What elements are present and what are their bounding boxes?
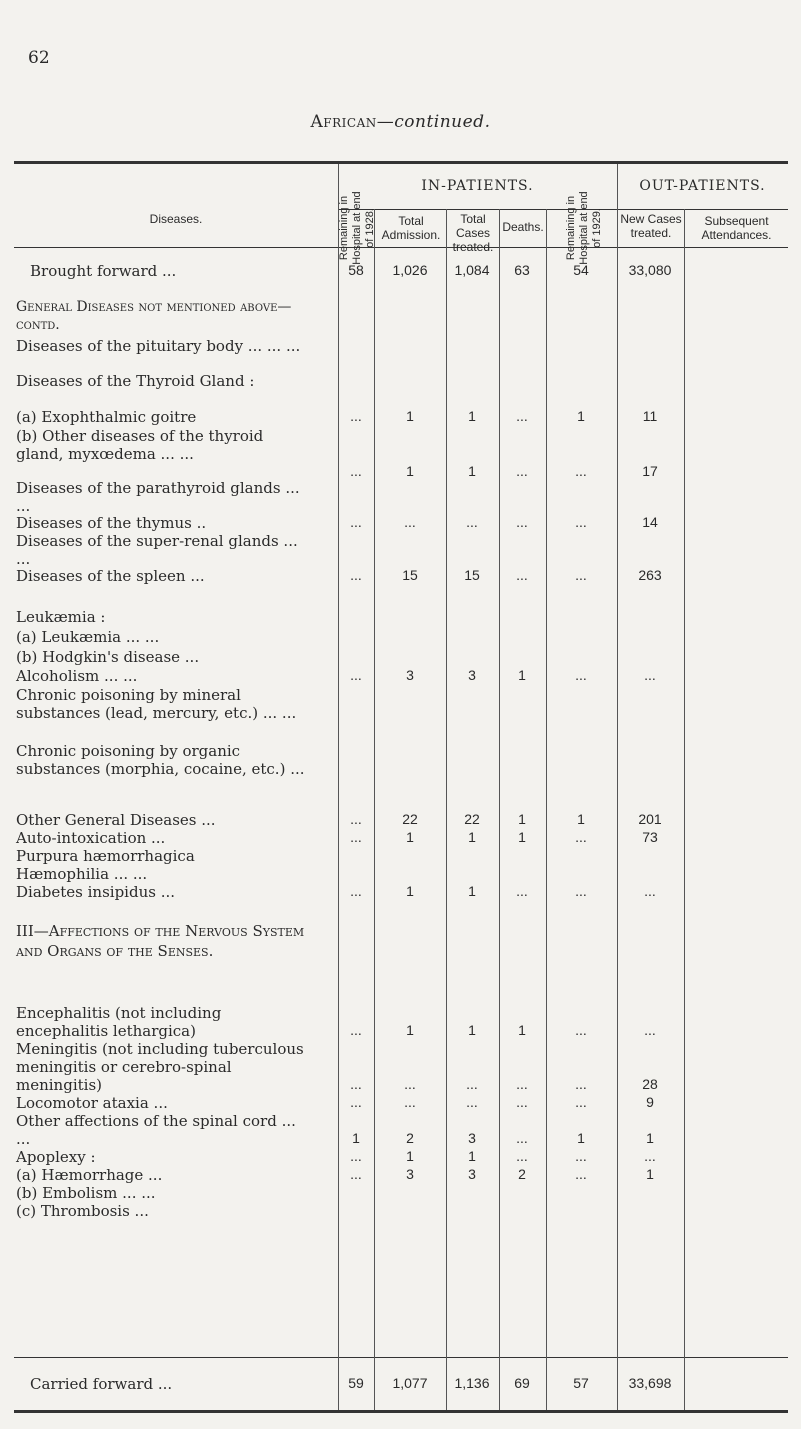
row-other-general-cell: 1 <box>577 811 585 827</box>
row-spinal-cell: 1 <box>646 1130 654 1146</box>
row-haemorrhage-cell: 1 <box>646 1166 654 1182</box>
carried-forward-cell: 59 <box>348 1375 364 1391</box>
row-auto-intox-cell: 1 <box>406 829 414 845</box>
row-encephalitis-cell: 1 <box>406 1022 414 1038</box>
row-alcoholism-cell: ... <box>575 667 587 683</box>
section-nervous-system: III—Affections of the Nervous System and Organs of the Senses. <box>16 922 305 960</box>
col-head-new-cases: New Cases treated. <box>620 212 682 240</box>
row-encephalitis-cell: 1 <box>518 1022 526 1038</box>
row-other-general-cell: 201 <box>638 811 662 827</box>
row-label-hodgkin: (b) Hodgkin's disease ... <box>16 648 200 666</box>
row-thymus-cell: ... <box>516 514 528 530</box>
col-rule-6 <box>617 164 618 1410</box>
col-head-total-admission: Total Admission. <box>381 214 441 242</box>
brought-forward-cell: 33,080 <box>628 262 672 278</box>
row-label-thymus: Diseases of the thymus .. <box>16 514 207 532</box>
carried-forward-cell: 33,698 <box>628 1375 672 1391</box>
row-spinal-cell: 2 <box>406 1130 414 1146</box>
col-rule-1 <box>338 164 339 1410</box>
row-label-supra-renal: Diseases of the super-renal glands ... ... <box>16 532 298 568</box>
row-haemorrhage-cell: 3 <box>406 1166 414 1182</box>
row-meningitis-cell: ... <box>575 1076 587 1092</box>
col-head-subsequent: Subsequent Attendances. <box>701 214 772 242</box>
row-locomotor-cell: 9 <box>646 1094 654 1110</box>
row-alcoholism-cell: ... <box>350 667 362 683</box>
carried-forward-label: Carried forward ... <box>30 1375 173 1393</box>
row-label-spinal: Other affections of the spinal cord ... ... <box>16 1112 296 1148</box>
row-auto-intox-cell: ... <box>575 829 587 845</box>
row-thymus-cell: 14 <box>642 514 658 530</box>
table-bottom-rule <box>14 1410 788 1413</box>
col-head-remaining-1928: Remaining in Hospital at end of 1928. <box>338 191 376 265</box>
row-goitre-cell: ... <box>350 408 362 424</box>
row-apoplexy-cell: 1 <box>468 1148 476 1164</box>
col-rule-5 <box>546 209 547 1410</box>
row-label-mineral: Chronic poisoning by mineral substances (lead, mercury, etc.) ... ... <box>16 686 297 722</box>
col-rule-2 <box>374 209 375 1410</box>
row-other-thyroid-cell: ... <box>575 463 587 479</box>
carried-forward-cell: 1,136 <box>454 1375 490 1391</box>
row-encephalitis-cell: ... <box>575 1022 587 1038</box>
row-auto-intox-cell: 1 <box>518 829 526 845</box>
row-goitre-cell: 1 <box>406 408 414 424</box>
row-locomotor-cell: ... <box>404 1094 416 1110</box>
row-spleen-cell: ... <box>516 567 528 583</box>
row-label-embolism: (b) Embolism ... ... <box>16 1184 156 1202</box>
row-thymus-cell: ... <box>575 514 587 530</box>
row-spinal-cell: 1 <box>577 1130 585 1146</box>
row-meningitis-cell: ... <box>404 1076 416 1092</box>
row-goitre-cell: 1 <box>468 408 476 424</box>
row-other-general-cell: 22 <box>402 811 418 827</box>
row-label-auto-intox: Auto-intoxication ... <box>16 829 166 847</box>
carried-forward-cell: 1,077 <box>392 1375 428 1391</box>
header-continued: —continued. <box>376 112 491 132</box>
row-spleen-cell: ... <box>350 567 362 583</box>
row-label-encephalitis: Encephalitis (not including encephalitis lethargica) <box>16 1004 222 1040</box>
row-other-thyroid-cell: 1 <box>468 463 476 479</box>
brought-forward-label: Brought forward ... <box>30 262 177 280</box>
row-other-general-cell: 22 <box>464 811 480 827</box>
row-thymus-cell: ... <box>350 514 362 530</box>
row-label-leukaemia: Leukæmia : <box>16 608 106 626</box>
col-head-deaths: Deaths. <box>502 220 544 234</box>
row-apoplexy-cell: ... <box>516 1148 528 1164</box>
brought-forward-cell: 58 <box>348 262 364 278</box>
row-diabetes-cell: 1 <box>468 883 476 899</box>
row-locomotor-cell: ... <box>466 1094 478 1110</box>
row-label-thrombosis: (c) Thrombosis ... <box>16 1202 149 1220</box>
row-locomotor-cell: ... <box>516 1094 528 1110</box>
brought-forward-cell: 63 <box>514 262 530 278</box>
row-haemorrhage-cell: 2 <box>518 1166 526 1182</box>
row-meningitis-cell: ... <box>516 1076 528 1092</box>
row-locomotor-cell: ... <box>575 1094 587 1110</box>
row-alcoholism-cell: 3 <box>468 667 476 683</box>
col-rule-4 <box>499 209 500 1410</box>
row-label-pituitary: Diseases of the pituitary body ... ... ... <box>16 337 301 355</box>
row-label-meningitis: Meningitis (not including tuberculous meningitis or cerebro-spinal meningitis) <box>16 1040 304 1094</box>
row-diabetes-cell: ... <box>350 883 362 899</box>
row-label-diabetes: Diabetes insipidus ... <box>16 883 176 901</box>
carried-forward-rule <box>14 1357 788 1358</box>
row-apoplexy-cell: ... <box>350 1148 362 1164</box>
row-alcoholism-cell: 1 <box>518 667 526 683</box>
carried-forward-cell: 57 <box>573 1375 589 1391</box>
row-label-locomotor: Locomotor ataxia ... <box>16 1094 168 1112</box>
row-label-goitre: (a) Exophthalmic goitre <box>16 408 197 426</box>
row-alcoholism-cell: ... <box>644 667 656 683</box>
row-auto-intox-cell: 1 <box>468 829 476 845</box>
row-locomotor-cell: ... <box>350 1094 362 1110</box>
col-rule-3 <box>446 209 447 1410</box>
in-patients-heading: IN-PATIENTS. <box>421 178 534 194</box>
row-spinal-cell: 3 <box>468 1130 476 1146</box>
row-diabetes-cell: ... <box>644 883 656 899</box>
row-spleen-cell: ... <box>575 567 587 583</box>
row-meningitis-cell: ... <box>350 1076 362 1092</box>
row-other-general-cell: ... <box>350 811 362 827</box>
row-spinal-cell: ... <box>516 1130 528 1146</box>
row-label-parathyroid: Diseases of the parathyroid glands ... ... <box>16 479 300 515</box>
row-thymus-cell: ... <box>466 514 478 530</box>
col-head-diseases: Diseases. <box>149 212 203 226</box>
brought-forward-cell: 54 <box>573 262 589 278</box>
row-encephalitis-cell: ... <box>350 1022 362 1038</box>
row-spleen-cell: 15 <box>402 567 418 583</box>
out-patients-heading: OUT-PATIENTS. <box>639 178 766 194</box>
row-other-general-cell: 1 <box>518 811 526 827</box>
row-label-haemophilia: Hæmophilia ... ... <box>16 865 148 883</box>
row-label-purpura: Purpura hæmorrhagica <box>16 847 195 865</box>
col-head-total-cases: Total Cases treated. <box>452 212 494 254</box>
row-thymus-cell: ... <box>404 514 416 530</box>
row-spleen-cell: 15 <box>464 567 480 583</box>
row-meningitis-cell: 28 <box>642 1076 658 1092</box>
row-auto-intox-cell: 73 <box>642 829 658 845</box>
row-encephalitis-cell: 1 <box>468 1022 476 1038</box>
row-goitre-cell: ... <box>516 408 528 424</box>
row-label-other-general: Other General Diseases ... <box>16 811 216 829</box>
group-header-rule <box>338 209 788 210</box>
row-encephalitis-cell: ... <box>644 1022 656 1038</box>
brought-forward-cell: 1,026 <box>392 262 428 278</box>
row-apoplexy-cell: 1 <box>406 1148 414 1164</box>
row-auto-intox-cell: ... <box>350 829 362 845</box>
section-general-diseases: General Diseases not mentioned above—contd. <box>16 299 292 333</box>
brought-forward-cell: 1,084 <box>454 262 490 278</box>
row-meningitis-cell: ... <box>466 1076 478 1092</box>
row-diabetes-cell: 1 <box>406 883 414 899</box>
row-label-apoplexy: Apoplexy : <box>16 1148 96 1166</box>
row-spleen-cell: 263 <box>638 567 662 583</box>
row-other-thyroid-cell: ... <box>350 463 362 479</box>
row-label-other-thyroid: (b) Other diseases of the thyroid gland, myxœdema ... ... <box>16 427 264 463</box>
row-haemorrhage-cell: 3 <box>468 1166 476 1182</box>
col-head-remaining-1929: Remaining in Hospital at end of 1929. <box>565 191 603 265</box>
col-rule-7 <box>684 209 685 1410</box>
row-label-haemorrhage: (a) Hæmorrhage ... <box>16 1166 163 1184</box>
row-apoplexy-cell: ... <box>575 1148 587 1164</box>
header-bottom-rule <box>14 247 788 248</box>
row-other-thyroid-cell: ... <box>516 463 528 479</box>
page-number: 62 <box>28 48 50 68</box>
row-diabetes-cell: ... <box>575 883 587 899</box>
row-label-organic: Chronic poisoning by organic substances (morphia, cocaine, etc.) ... <box>16 742 305 778</box>
row-goitre-cell: 1 <box>577 408 585 424</box>
table-top-rule <box>14 161 788 164</box>
row-alcoholism-cell: 3 <box>406 667 414 683</box>
row-apoplexy-cell: ... <box>644 1148 656 1164</box>
row-label-thyroid: Diseases of the Thyroid Gland : <box>16 372 255 390</box>
row-goitre-cell: 11 <box>642 408 658 424</box>
header-title: African <box>310 112 377 132</box>
row-label-leukaemia-a: (a) Leukæmia ... ... <box>16 628 160 646</box>
row-other-thyroid-cell: 17 <box>642 463 658 479</box>
row-diabetes-cell: ... <box>516 883 528 899</box>
row-haemorrhage-cell: ... <box>575 1166 587 1182</box>
row-other-thyroid-cell: 1 <box>406 463 414 479</box>
row-label-alcoholism: Alcoholism ... ... <box>16 667 138 685</box>
row-spinal-cell: 1 <box>352 1130 360 1146</box>
carried-forward-cell: 69 <box>514 1375 530 1391</box>
row-haemorrhage-cell: ... <box>350 1166 362 1182</box>
row-label-spleen: Diseases of the spleen ... <box>16 567 205 585</box>
